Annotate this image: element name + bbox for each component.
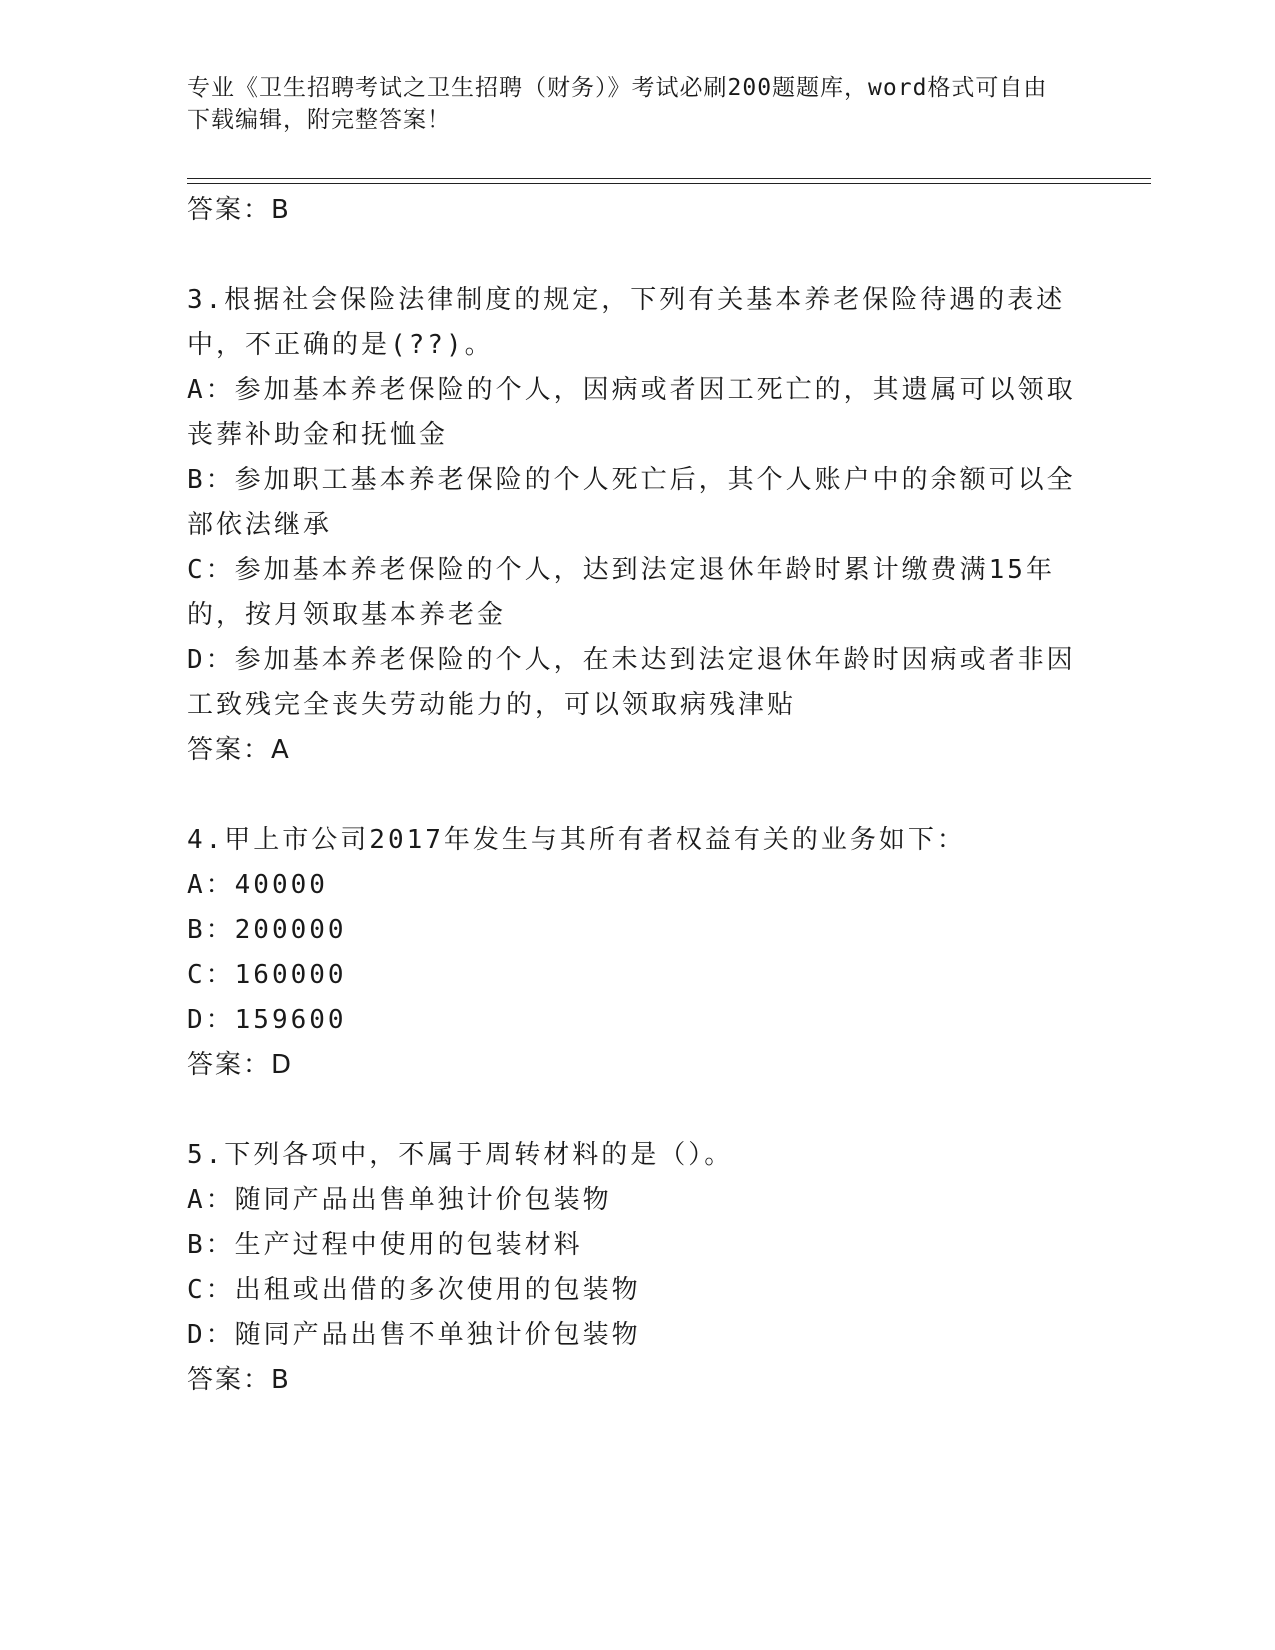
document-header: 专业《卫生招聘考试之卫生招聘（财务）》考试必刷200题题库，word格式可自由下载编辑，附完整答案！ (187, 75, 1048, 133)
question-3-option-d-line-2: 工致残完全丧失劳动能力的，可以领取病残津贴 (187, 690, 797, 720)
question-3-stem-line-1: 3.根据社会保险法律制度的规定，下列有关基本养老保险待遇的表述 (187, 285, 1066, 315)
question-4-option-b: B：200000 (187, 915, 347, 945)
question-3-option-a-line-2: 丧葬补助金和抚恤金 (187, 420, 449, 450)
question-3-option-c-line-2: 的，按月领取基本养老金 (187, 600, 507, 630)
question-5-option-d: D：随同产品出售不单独计价包装物 (187, 1320, 641, 1350)
answer-q3: 答案：A (187, 735, 291, 765)
question-4-option-a: A：40000 (187, 870, 328, 900)
answer-q5: 答案：B (187, 1365, 291, 1395)
question-4-option-c: C：160000 (187, 960, 347, 990)
question-3-option-c-line-1: C：参加基本养老保险的个人，达到法定退休年龄时累计缴费满15年 (187, 555, 1055, 585)
question-5-option-b: B：生产过程中使用的包装材料 (187, 1230, 583, 1260)
header-divider-bottom (187, 183, 1151, 184)
question-3-stem-line-2: 中，不正确的是(??)。 (187, 330, 494, 360)
question-5-option-c: C：出租或出借的多次使用的包装物 (187, 1275, 641, 1305)
answer-q4: 答案：D (187, 1050, 294, 1080)
question-3-option-a-line-1: A：参加基本养老保险的个人，因病或者因工死亡的，其遗属可以领取 (187, 375, 1076, 405)
question-3-option-b-line-1: B：参加职工基本养老保险的个人死亡后，其个人账户中的余额可以全 (187, 465, 1076, 495)
question-5-option-a: A：随同产品出售单独计价包装物 (187, 1185, 612, 1215)
header-divider-top (187, 178, 1151, 179)
question-4-option-d: D：159600 (187, 1005, 347, 1035)
question-5-stem: 5.下列各项中，不属于周转材料的是（）。 (187, 1140, 734, 1170)
question-3-option-d-line-1: D：参加基本养老保险的个人，在未达到法定退休年龄时因病或者非因 (187, 645, 1076, 675)
answer-q2: 答案：B (187, 195, 291, 225)
question-4-stem: 4.甲上市公司2017年发生与其所有者权益有关的业务如下： (187, 825, 966, 855)
question-3-option-b-line-2: 部依法继承 (187, 510, 333, 540)
